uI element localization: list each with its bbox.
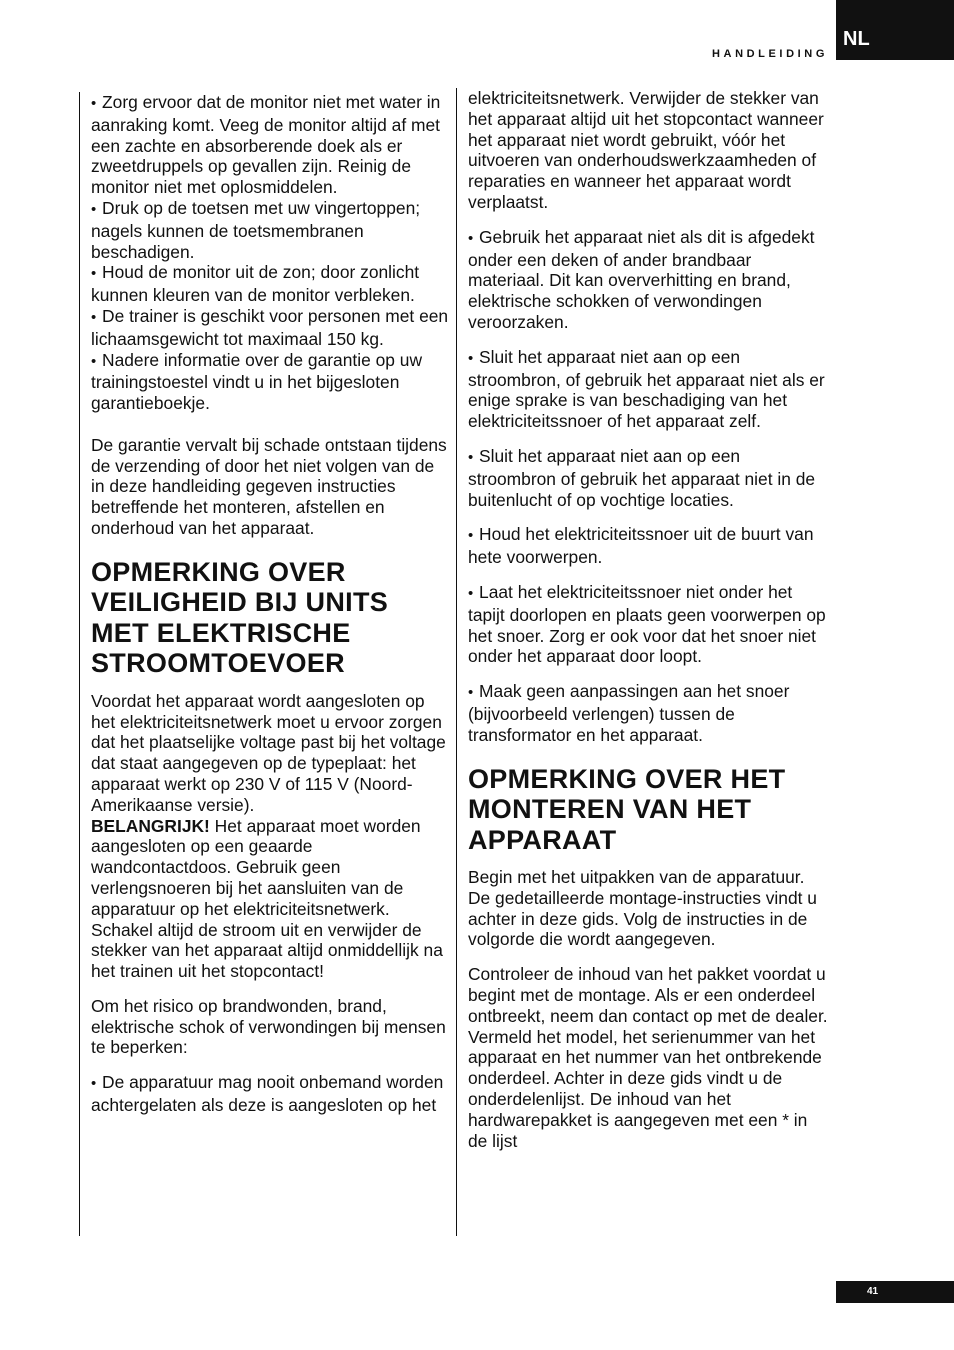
- important-paragraph: [91, 816, 449, 982]
- bullet-item: [91, 306, 449, 350]
- left-column: [79, 92, 449, 1236]
- electrical-safety-heading: OPMERKING OVER VEILIGHEID BIJ UNITS MET ELEKTRISCHE STROOMTOEVOER: [91, 556, 389, 679]
- assembly-heading: OPMERKING OVER HET MONTEREN VAN HET APPARAAT: [468, 763, 786, 855]
- bullet-item: [468, 446, 828, 510]
- bullet-text: Sluit het apparaat niet aan op een stroombron, of gebruik het apparaat niet als er enige sprake is van beschadiging van het elektriciteitssnoer of het apparaat zelf.: [468, 346, 825, 432]
- bullet-text: Zorg ervoor dat de monitor niet met water in aanraking komt. Veeg de monitor altijd af met een zachte en absorberende doek als er zweetdruppels op gevallen zijn. Reinig de monitor niet met oplosmiddelen.: [91, 92, 441, 198]
- bullet-dot: •: [91, 96, 97, 112]
- bullet-item: [468, 227, 828, 333]
- bullet-dot: •: [91, 201, 97, 218]
- bullet-dot: •: [468, 230, 474, 247]
- bullet-text: Houd de monitor uit de zon; door zonlicht kunnen kleuren van de monitor verbleken.: [91, 262, 420, 306]
- bullet-text: Laat het elektriciteitssnoer niet onder het tapijt doorlopen en plaats geen voorwerpen op het snoer. Zorg er ook voor dat het snoer niet onder het apparaat door loopt.: [468, 581, 826, 667]
- bullet-item: [468, 681, 828, 745]
- manual-label: HANDLEIDING: [712, 48, 828, 60]
- unpack-paragraph: Begin met het uitpakken van de apparatuur. De gedetailleerde montage-instructies vindt u achter in deze gids. Volg de instructies in de volgorde die wordt aangegeven.: [468, 867, 817, 950]
- risk-paragraph: Om het risico op brandwonden, brand, elektrische schok of verwondingen bij mensen te beperken:: [91, 995, 446, 1058]
- contents-paragraph: Controleer de inhoud van het pakket voordat u begint met de montage. Als er een onderdeel ontbreekt, neem dan contact op met de dealer. Vermeld het model, het serienummer van het apparaat en het nummer van het ontbrekende onderdeel. Achter in deze gids vindt u de onderdelenlijst. De inhoud van het hardwarepakket is aangegeven met een * in de lijst: [468, 964, 828, 1151]
- bullet-text: De trainer is geschikt voor personen met een lichaamsgewicht tot maximaal 150 kg.: [91, 305, 449, 349]
- bullet-text: Maak geen aanpassingen aan het snoer (bijvoorbeeld verlengen) tussen de transformator en het apparaat.: [468, 681, 790, 745]
- bullet-item: [468, 524, 828, 568]
- bullet-text: Nadere informatie over de garantie op uw trainingstoestel vindt u in het bijgesloten garantieboekje.: [91, 349, 423, 414]
- bullet-text: Gebruik het apparaat niet als dit is afgedekt onder een deken of ander brandbaar materiaal. Dit kan oververhitting en brand, elektrische schokken of verwondingen veroorzaken.: [468, 226, 815, 332]
- bullet-item: [91, 1072, 449, 1116]
- bullet-text: Houd het elektriciteitssnoer uit de buurt van hete voorwerpen.: [468, 524, 814, 568]
- page-number: 41: [836, 1281, 954, 1303]
- bullet-text: De apparatuur mag nooit onbemand worden achtergelaten als deze is aangesloten op het: [91, 1072, 444, 1116]
- bullet-dot: •: [91, 353, 97, 370]
- bullet-dot: •: [468, 585, 474, 602]
- bullet-item: [91, 350, 449, 414]
- bullet-dot: •: [468, 350, 474, 367]
- voltage-paragraph: Voordat het apparaat wordt aangesloten op het elektriciteitsnetwerk moet u ervoor zorgen dat het plaatselijke voltage past bij het voltage dat staat aangegeven op de typeplaat: het apparaat werkt op 230 V of 115 V (Noord-Amerikaanse versie).: [91, 690, 446, 815]
- important-label: BELANGRIJK!: [91, 815, 210, 836]
- bullet-dot: •: [91, 266, 97, 283]
- bullet-item: [91, 262, 449, 306]
- bullet-item: [468, 347, 828, 432]
- important-text: Het apparaat moet worden aangesloten op een geaarde wandcontactdoos. Gebruik geen verlengsnoeren bij het aansluiten van de apparatuur op het elektriciteitsnetwerk. Schakel altijd de stroom uit en verwijder de stekker van het apparaat altijd onmiddellijk na het trainen uit het stopcontact!: [91, 815, 443, 982]
- bullet-item: [468, 582, 828, 667]
- bullet-dot: •: [468, 685, 474, 702]
- bullet-item: [91, 92, 449, 198]
- bullet-dot: •: [468, 528, 474, 545]
- continuation-paragraph: elektriciteitsnetwerk. Verwijder de stekker van het apparaat altijd uit het stopcontact wanneer het apparaat niet wordt gebruikt, vóór het uitvoeren van onderhoudswerkzaamheden of reparaties en wanneer het apparaat wordt verplaatst.: [468, 88, 824, 212]
- bullet-dot: •: [468, 449, 474, 466]
- bullet-dot: •: [91, 1076, 97, 1093]
- language-tab: NL: [836, 0, 954, 60]
- right-column: [456, 88, 828, 1236]
- bullet-dot: •: [91, 309, 97, 326]
- bullet-text: Druk op de toetsen met uw vingertoppen; nagels kunnen de toetsmembranen beschadigen.: [91, 197, 421, 262]
- bullet-item: [91, 198, 449, 262]
- warranty-paragraph: De garantie vervalt bij schade ontstaan tijdens de verzending of door het niet volgen van de in deze handleiding gegeven instructies betreffende het monteren, afstellen en onderhoud van het apparaat.: [91, 434, 447, 538]
- bullet-text: Sluit het apparaat niet aan op een stroombron of gebruik het apparaat niet in de buitenlucht of op vochtige locaties.: [468, 445, 816, 510]
